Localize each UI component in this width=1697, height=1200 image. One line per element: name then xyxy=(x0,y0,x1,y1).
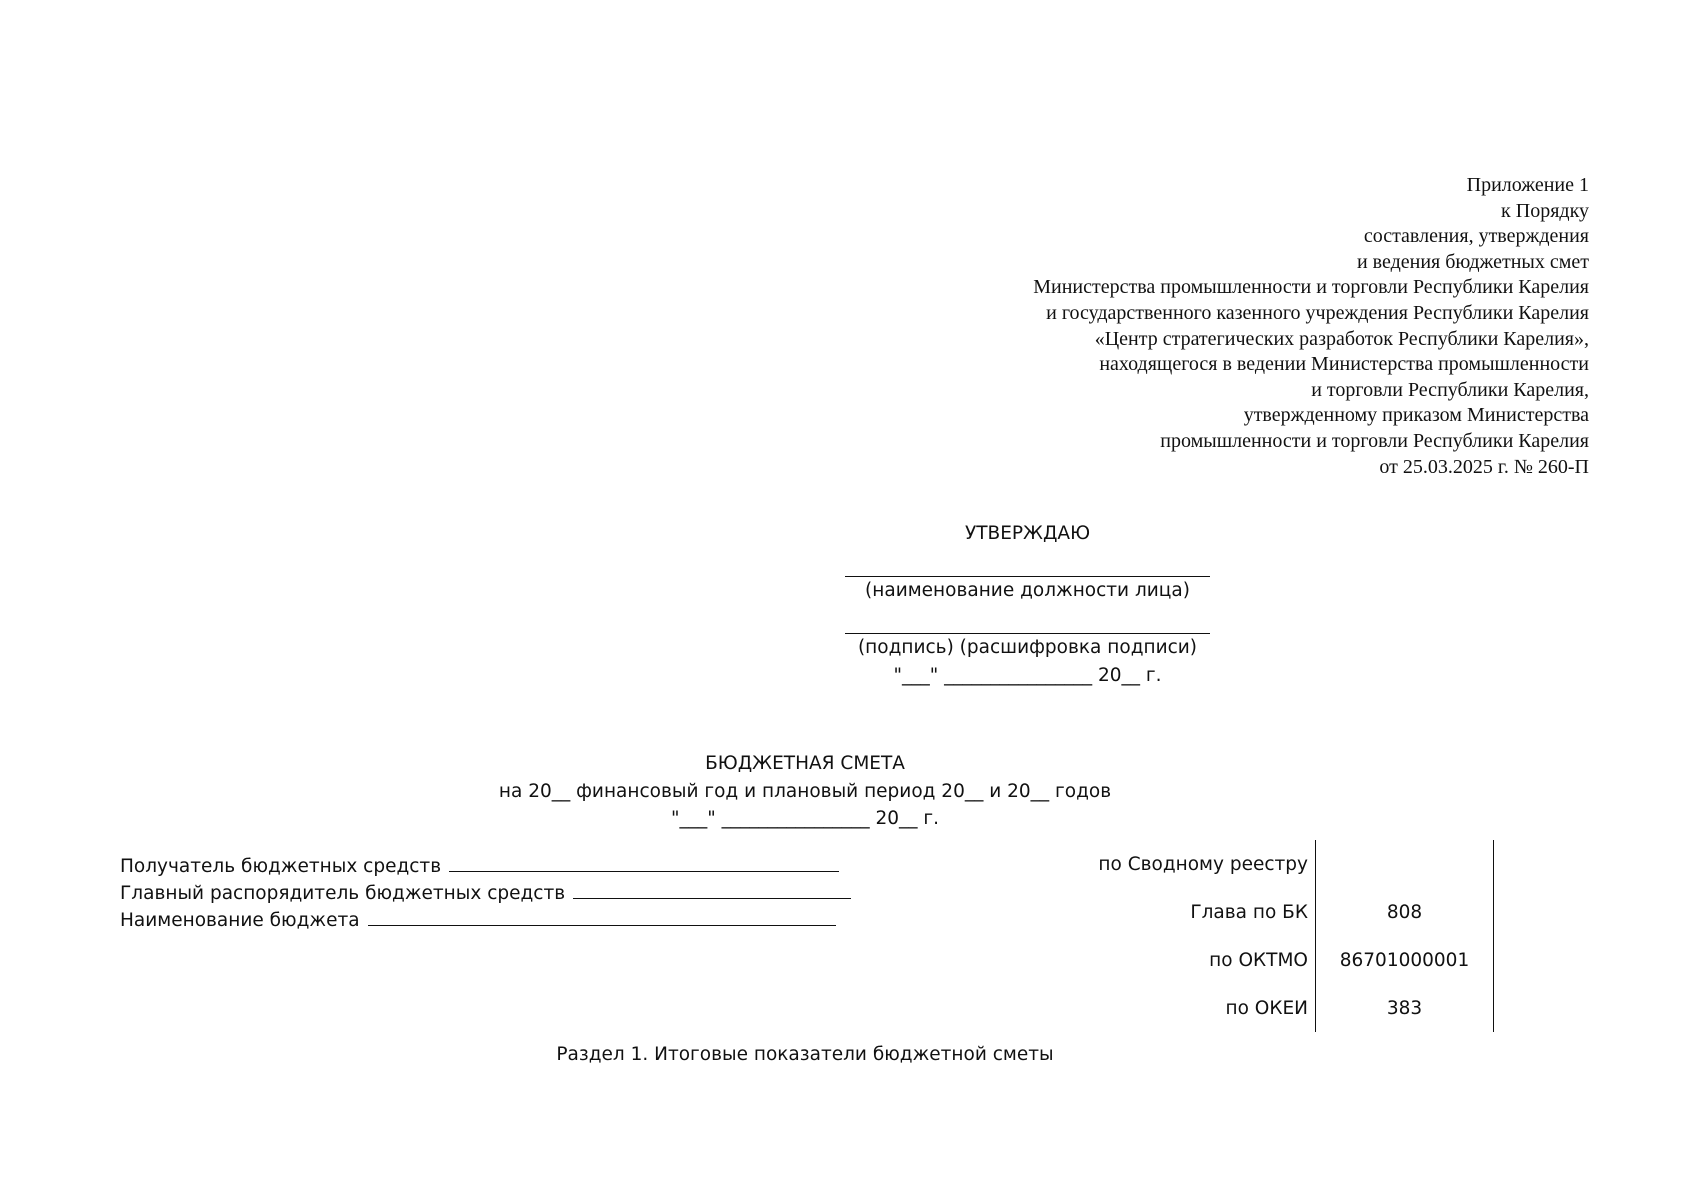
okei-label: по ОКЕИ xyxy=(1225,998,1308,1019)
code-row-okei xyxy=(1000,998,1493,1022)
recipient-field[interactable] xyxy=(449,855,839,872)
appendix-line: и государственного казенного учреждения Республики Карелия xyxy=(1046,301,1589,324)
chapter-value[interactable]: 808 xyxy=(1386,902,1423,923)
appendix-line: к Порядку xyxy=(1501,199,1589,222)
budget-name-row xyxy=(120,907,851,934)
appendix-line: «Центр стратегических разработок Республики Карелия», xyxy=(1094,327,1589,350)
signature-caption: (подпись) (расшифровка подписи) xyxy=(857,637,1198,658)
budget-name-label: Наименование бюджета xyxy=(120,910,360,931)
okei-value[interactable]: 383 xyxy=(1386,998,1423,1019)
chapter-label: Глава по БК xyxy=(1190,902,1308,923)
chief-manager-row xyxy=(120,880,851,907)
signature-line[interactable] xyxy=(845,605,1210,634)
appendix-line: от 25.03.2025 г. № 260-П xyxy=(1379,455,1589,478)
appendix-line: находящегося в ведении Министерства промышленности xyxy=(1099,353,1589,376)
budget-period: на 20__ финансовый год и плановый период 20__ и 20__ годов xyxy=(498,780,1112,802)
codes-table xyxy=(1000,840,1495,1032)
code-row-oktmo xyxy=(1000,950,1493,974)
appendix-line: Приложение 1 xyxy=(1466,174,1589,196)
approval-date-line: "___" ________________ 20__ г. xyxy=(893,665,1162,686)
budget-name-field[interactable] xyxy=(368,909,836,926)
appendix-line: составления, утверждения xyxy=(1363,225,1589,248)
code-row-chapter xyxy=(1000,902,1493,926)
budget-date-line: "___" ________________ 20__ г. xyxy=(670,808,940,829)
appendix-line: и ведения бюджетных смет xyxy=(1356,250,1589,273)
appendix-header xyxy=(829,173,1589,480)
codes-column-divider xyxy=(1493,840,1494,1032)
appendix-line: промышленности и торговли Республики Карелия xyxy=(1160,429,1589,452)
registry-label: по Сводному реестру xyxy=(1098,854,1308,875)
chief-manager-field[interactable] xyxy=(573,882,851,899)
position-caption: (наименование должности лица) xyxy=(865,580,1190,601)
recipient-row xyxy=(120,853,851,880)
position-line[interactable] xyxy=(845,548,1210,577)
appendix-line: утвержденному приказом Министерства xyxy=(1243,404,1589,427)
appendix-line: Министерства промышленности и торговли Республики Карелия xyxy=(1033,276,1589,299)
budget-title-block xyxy=(0,750,1610,833)
approval-title: УТВЕРЖДАЮ xyxy=(964,523,1091,544)
section-title: Раздел 1. Итоговые показатели бюджетной сметы xyxy=(556,1044,1054,1065)
recipient-label: Получатель бюджетных средств xyxy=(120,856,442,877)
oktmo-value[interactable]: 86701000001 xyxy=(1339,950,1470,971)
left-fields xyxy=(120,853,851,934)
oktmo-label: по ОКТМО xyxy=(1209,950,1308,971)
approval-block xyxy=(845,520,1210,690)
appendix-line: и торговли Республики Карелия, xyxy=(1311,378,1589,401)
chief-manager-label: Главный распорядитель бюджетных средств xyxy=(120,883,566,904)
code-row-registry xyxy=(1000,854,1493,878)
budget-title: БЮДЖЕТНАЯ СМЕТА xyxy=(705,753,905,774)
